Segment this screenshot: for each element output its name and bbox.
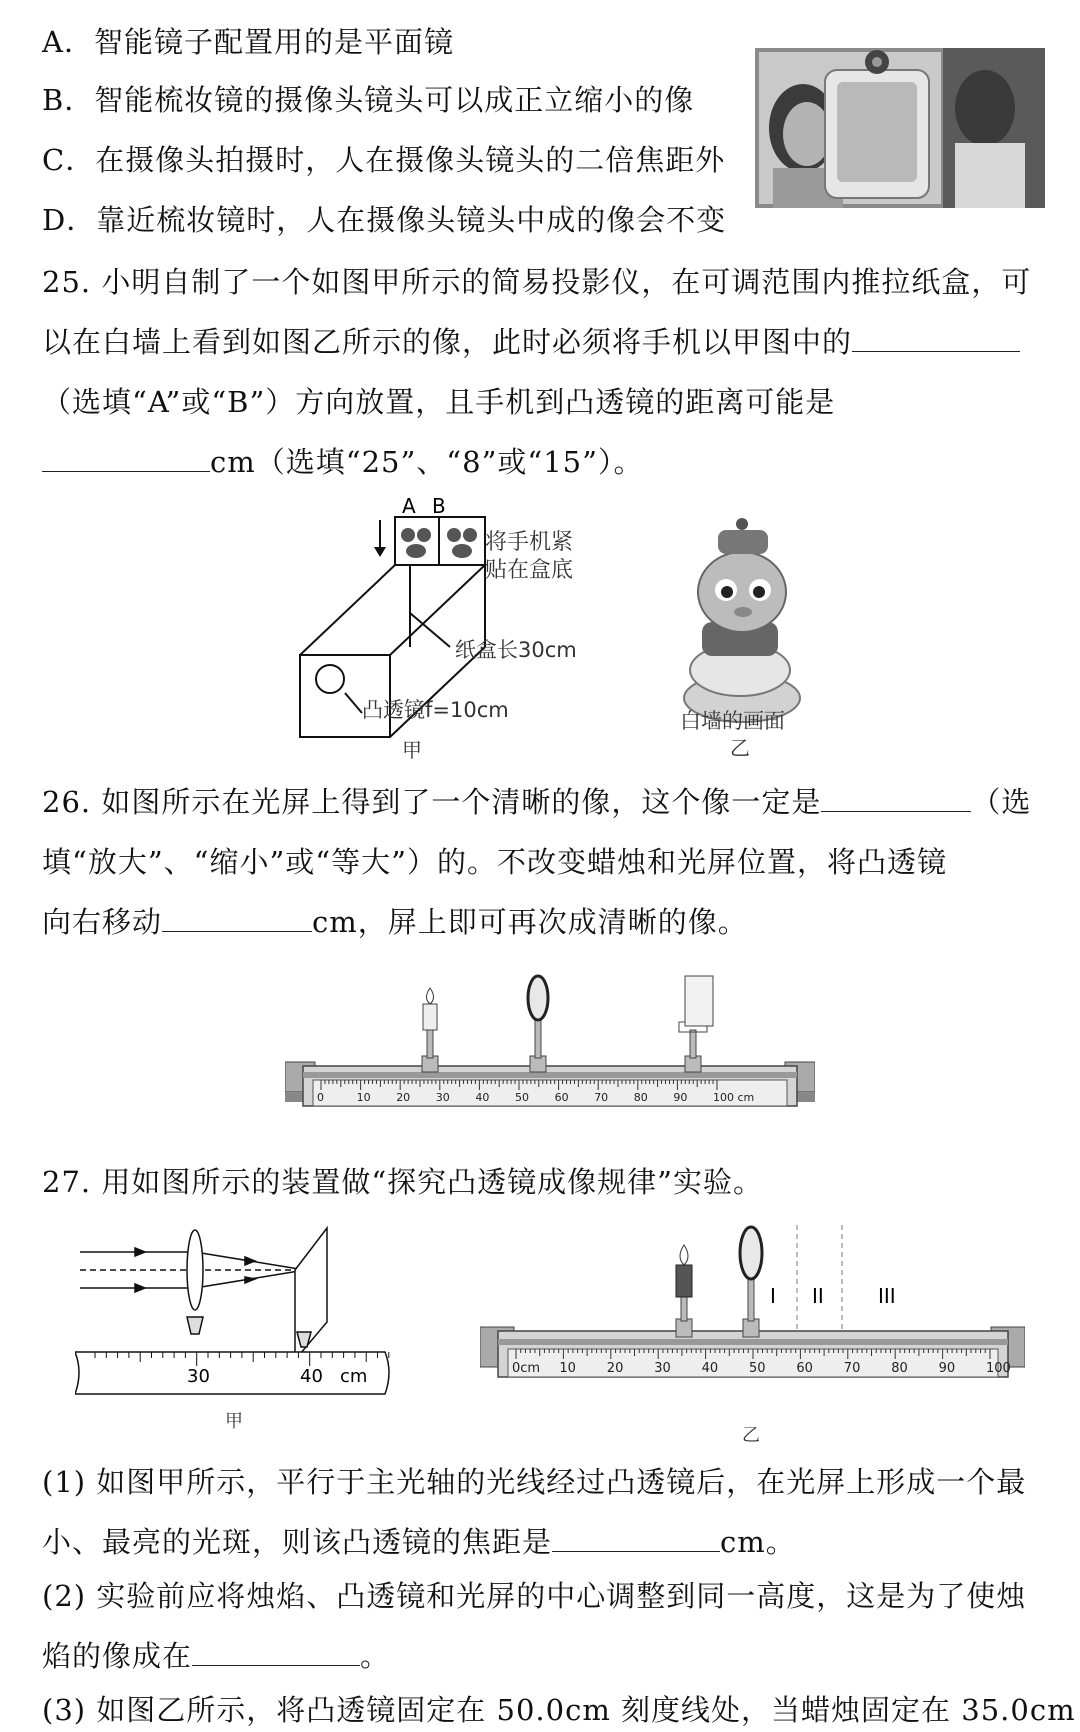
q27-p2-text: 焰的像成在: [42, 1639, 193, 1673]
label-a: A: [402, 495, 416, 518]
region-1: I: [770, 1284, 776, 1308]
q27-p2-tail: 。: [360, 1639, 391, 1673]
caption-yi: 乙: [730, 736, 750, 760]
caption-yi-27: 乙: [742, 1425, 760, 1445]
answer-blank-distance[interactable]: [42, 445, 210, 472]
q27-p2-line1: (2) 实验前应将烛焰、凸透镜和光屏的中心调整到同一高度，这是为了使烛: [42, 1579, 1027, 1613]
answer-blank-image-size[interactable]: [821, 785, 971, 812]
projector-box-diagram: [290, 495, 600, 765]
lens-holder-27: [740, 1227, 762, 1337]
option-c: C．在摄像头拍摄时，人在摄像头镜头的二倍焦距外: [42, 143, 726, 177]
answer-blank-screen-center[interactable]: [192, 1639, 360, 1666]
q25-line4: [42, 442, 643, 482]
candle-holder: [422, 988, 438, 1072]
convex-lens-icon: [528, 976, 548, 1020]
answer-blank-direction[interactable]: [852, 325, 1020, 352]
ruler-tick-label: 10: [559, 1361, 576, 1376]
option-d: D．靠近梳妆镜时，人在摄像头镜头中成的像会不变: [42, 203, 727, 237]
cartoon-snake-icon: [684, 518, 800, 722]
box-length-label: 纸盒长30cm: [455, 638, 577, 662]
region-2: II: [812, 1284, 824, 1308]
convex-lens-icon: [187, 1230, 203, 1310]
ruler-tick-label: 100: [986, 1361, 1011, 1376]
convex-lens-icon: [740, 1227, 762, 1279]
q26-line3-tail: cm，屏上即可再次成清晰的像。: [312, 905, 748, 939]
q26-line3-text: 向右移动: [42, 905, 163, 939]
note-line1: 将手机紧: [485, 530, 574, 555]
ruler-tick-label: 40: [475, 1091, 490, 1104]
q25-line3: （选填“A”或“B”）方向放置，且手机到凸透镜的距离可能是: [42, 385, 836, 419]
ruler-tick-label: 20: [606, 1361, 624, 1376]
ruler-tick-label: 0cm: [512, 1361, 541, 1376]
q25-line2-text: 以在白墙上看到如图乙所示的像，此时必须将手机以甲图中的: [42, 325, 853, 359]
ruler-tick-label: 90: [938, 1361, 956, 1376]
smart-mirror-photo: [755, 48, 1045, 208]
q26-line1: [42, 782, 1031, 822]
ruler-tick-label: 70: [594, 1091, 609, 1104]
light-screen-icon: [685, 976, 713, 1026]
caption-jia: 甲: [402, 738, 422, 762]
option-a: A．智能镜子配置用的是平面镜: [42, 25, 454, 59]
ruler-tick-label: 0: [317, 1091, 324, 1104]
q25-line1: 25. 小明自制了一个如图甲所示的简易投影仪，在可调范围内推拉纸盒，可: [42, 265, 1032, 299]
caption-jia-27: 甲: [225, 1411, 243, 1432]
q27-p1-line1: (1) 如图甲所示，平行于主光轴的光线经过凸透镜后，在光屏上形成一个最: [42, 1465, 1027, 1499]
tick-40: 40: [300, 1366, 323, 1387]
flame-icon: [680, 1245, 688, 1265]
ruler-tick-label: 30: [435, 1091, 450, 1104]
candle-holder-27: [676, 1245, 692, 1337]
q27-p1-tail: cm。: [720, 1525, 796, 1559]
q27-p1-line2: [42, 1522, 796, 1562]
q27-p1-text: 小、最亮的光斑，则该凸透镜的焦距是: [42, 1525, 553, 1559]
ruler-tick-label: 40: [701, 1361, 719, 1376]
ruler-tick-label: 90: [673, 1091, 688, 1104]
tick-30: 30: [187, 1366, 210, 1387]
flame-icon: [427, 988, 434, 1004]
q25-line4-text: cm（选填“25”、“8”或“15”）。: [210, 445, 644, 479]
ruler-tick-label: 20: [396, 1091, 411, 1104]
wall-image-figure: [670, 510, 830, 765]
answer-blank-move-distance[interactable]: [162, 905, 312, 932]
ruler-tick-label: 50: [515, 1091, 529, 1104]
region-3: III: [878, 1284, 896, 1308]
arrow-icon: [374, 520, 386, 557]
lens-holder: [528, 976, 548, 1072]
optical-bench-q27: [480, 1215, 1025, 1445]
ruler-tick-label: 60: [796, 1361, 813, 1376]
q25-line2: [42, 322, 1020, 362]
optical-bench-q26: [285, 970, 815, 1135]
option-b: B．智能梳妆镜的摄像头镜头可以成正立缩小的像: [42, 83, 695, 117]
ruler-tick-label: 80: [891, 1361, 908, 1376]
ruler-tick-label: 100 cm: [713, 1091, 755, 1104]
q27-p3-line1: (3) 如图乙所示，将凸透镜固定在 50.0cm 刻度线处，当蜡烛固定在 35.0cm: [42, 1693, 1076, 1727]
screen-holder: [679, 976, 713, 1072]
unit-cm: cm: [340, 1366, 368, 1387]
ruler-tick-label: 60: [554, 1091, 569, 1104]
note-line2: 贴在盒底: [485, 558, 574, 583]
ruler-tick-label: 70: [843, 1361, 861, 1376]
answer-blank-focal-length[interactable]: [552, 1525, 720, 1552]
q26-line2: 填“放大”、“缩小”或“等大”）的。不改变蜡烛和光屏位置，将凸透镜: [42, 845, 947, 879]
q26-line1-text: 26. 如图所示在光屏上得到了一个清晰的像，这个像一定是: [42, 785, 822, 819]
ruler-tick-label: 30: [654, 1361, 671, 1376]
lens-label: 凸透镜f=10cm: [362, 698, 509, 722]
ruler-tick-label: 80: [633, 1091, 648, 1104]
label-b: B: [432, 495, 446, 518]
q26-line1-tail: （选: [971, 785, 1032, 819]
ruler-tick-label: 50: [749, 1361, 766, 1376]
q27-p2-line2: [42, 1636, 390, 1676]
focal-length-diagram: [75, 1222, 410, 1437]
wall-label: 白墙的画面: [680, 709, 785, 733]
q26-line3: [42, 902, 748, 942]
q27-line1: 27. 用如图所示的装置做“探究凸透镜成像规律”实验。: [42, 1165, 763, 1199]
ruler-tick-label: 10: [356, 1091, 371, 1104]
